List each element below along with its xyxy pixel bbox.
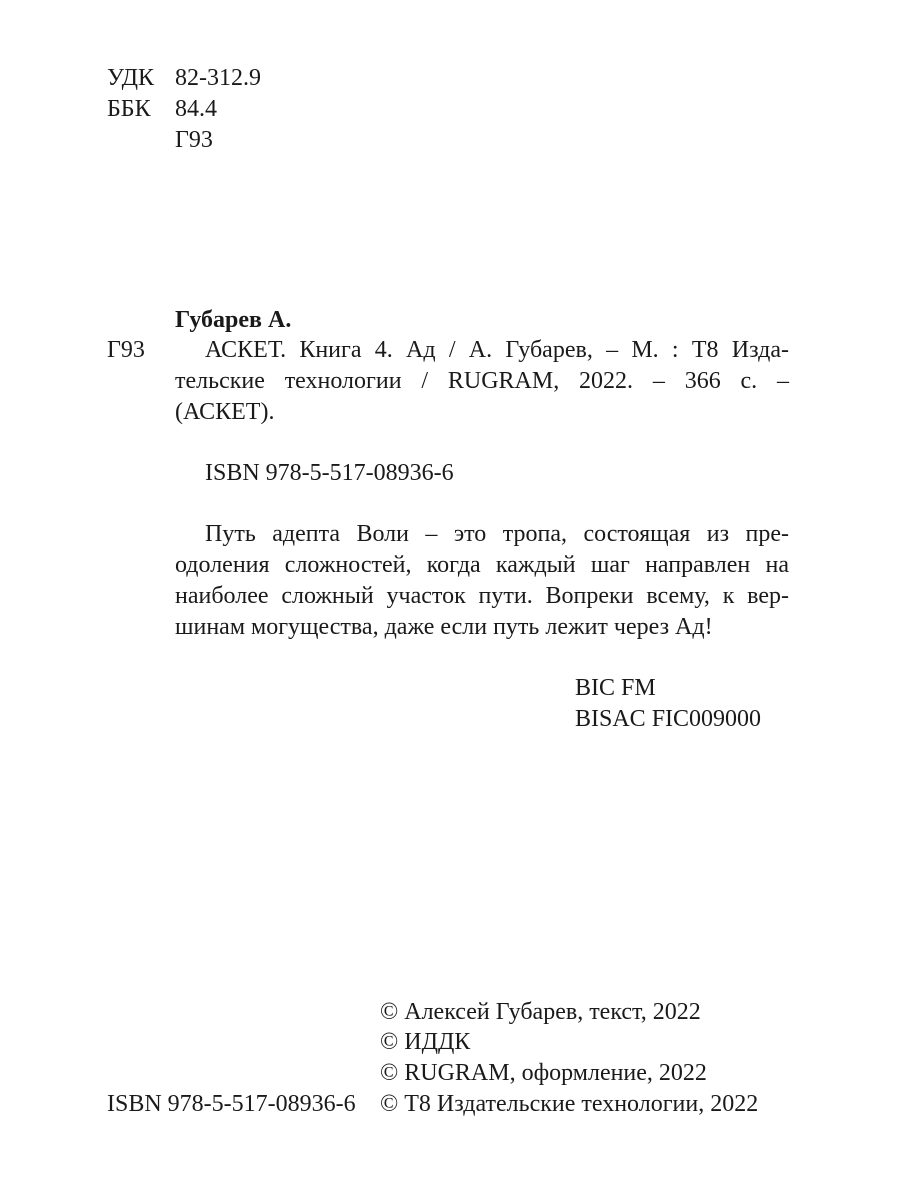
udk-value: 82-312.9 [175,65,261,91]
entry-author-mark: Г93 [107,337,145,363]
bbk-value: 84.4 [175,96,217,122]
entry-line: АСКЕТ. Книга 4. Ад / А. Губарев, – М. : Т8 Изда- [205,337,789,363]
author-mark: Г93 [175,127,213,153]
bbk-label: ББК [107,96,151,122]
copyright-line: © RUGRAM, оформление, 2022 [380,1060,707,1086]
udk-label: УДК [107,65,154,91]
annotation-line: наиболее сложный участок пути. Вопреки всему, к вер- [175,583,789,609]
copyright-line: © Т8 Издательские технологии, 2022 [380,1091,759,1117]
bisac-code: BISAC FIC009000 [575,706,762,732]
annotation-line: Путь адепта Воли – это тропа, состоящая из пре- [205,521,789,547]
copyright-line: © Алексей Губарев, текст, 2022 [380,999,701,1025]
entry-line: тельские технологии / RUGRAM, 2022. – 366 с. – [175,368,789,394]
bic-code: BIC FM [575,675,656,701]
annotation-line: шинам могущества, даже если путь лежит через Ад! [175,614,713,640]
author-name: Губарев А. [175,307,292,333]
entry-line: (АСКЕТ). [175,399,275,425]
copyright-line: © ИДДК [380,1029,471,1055]
annotation-line: одоления сложностей, когда каждый шаг направлен на [175,552,789,578]
entry-isbn: ISBN 978-5-517-08936-6 [205,460,454,486]
copyright-isbn: ISBN 978-5-517-08936-6 [107,1091,356,1117]
